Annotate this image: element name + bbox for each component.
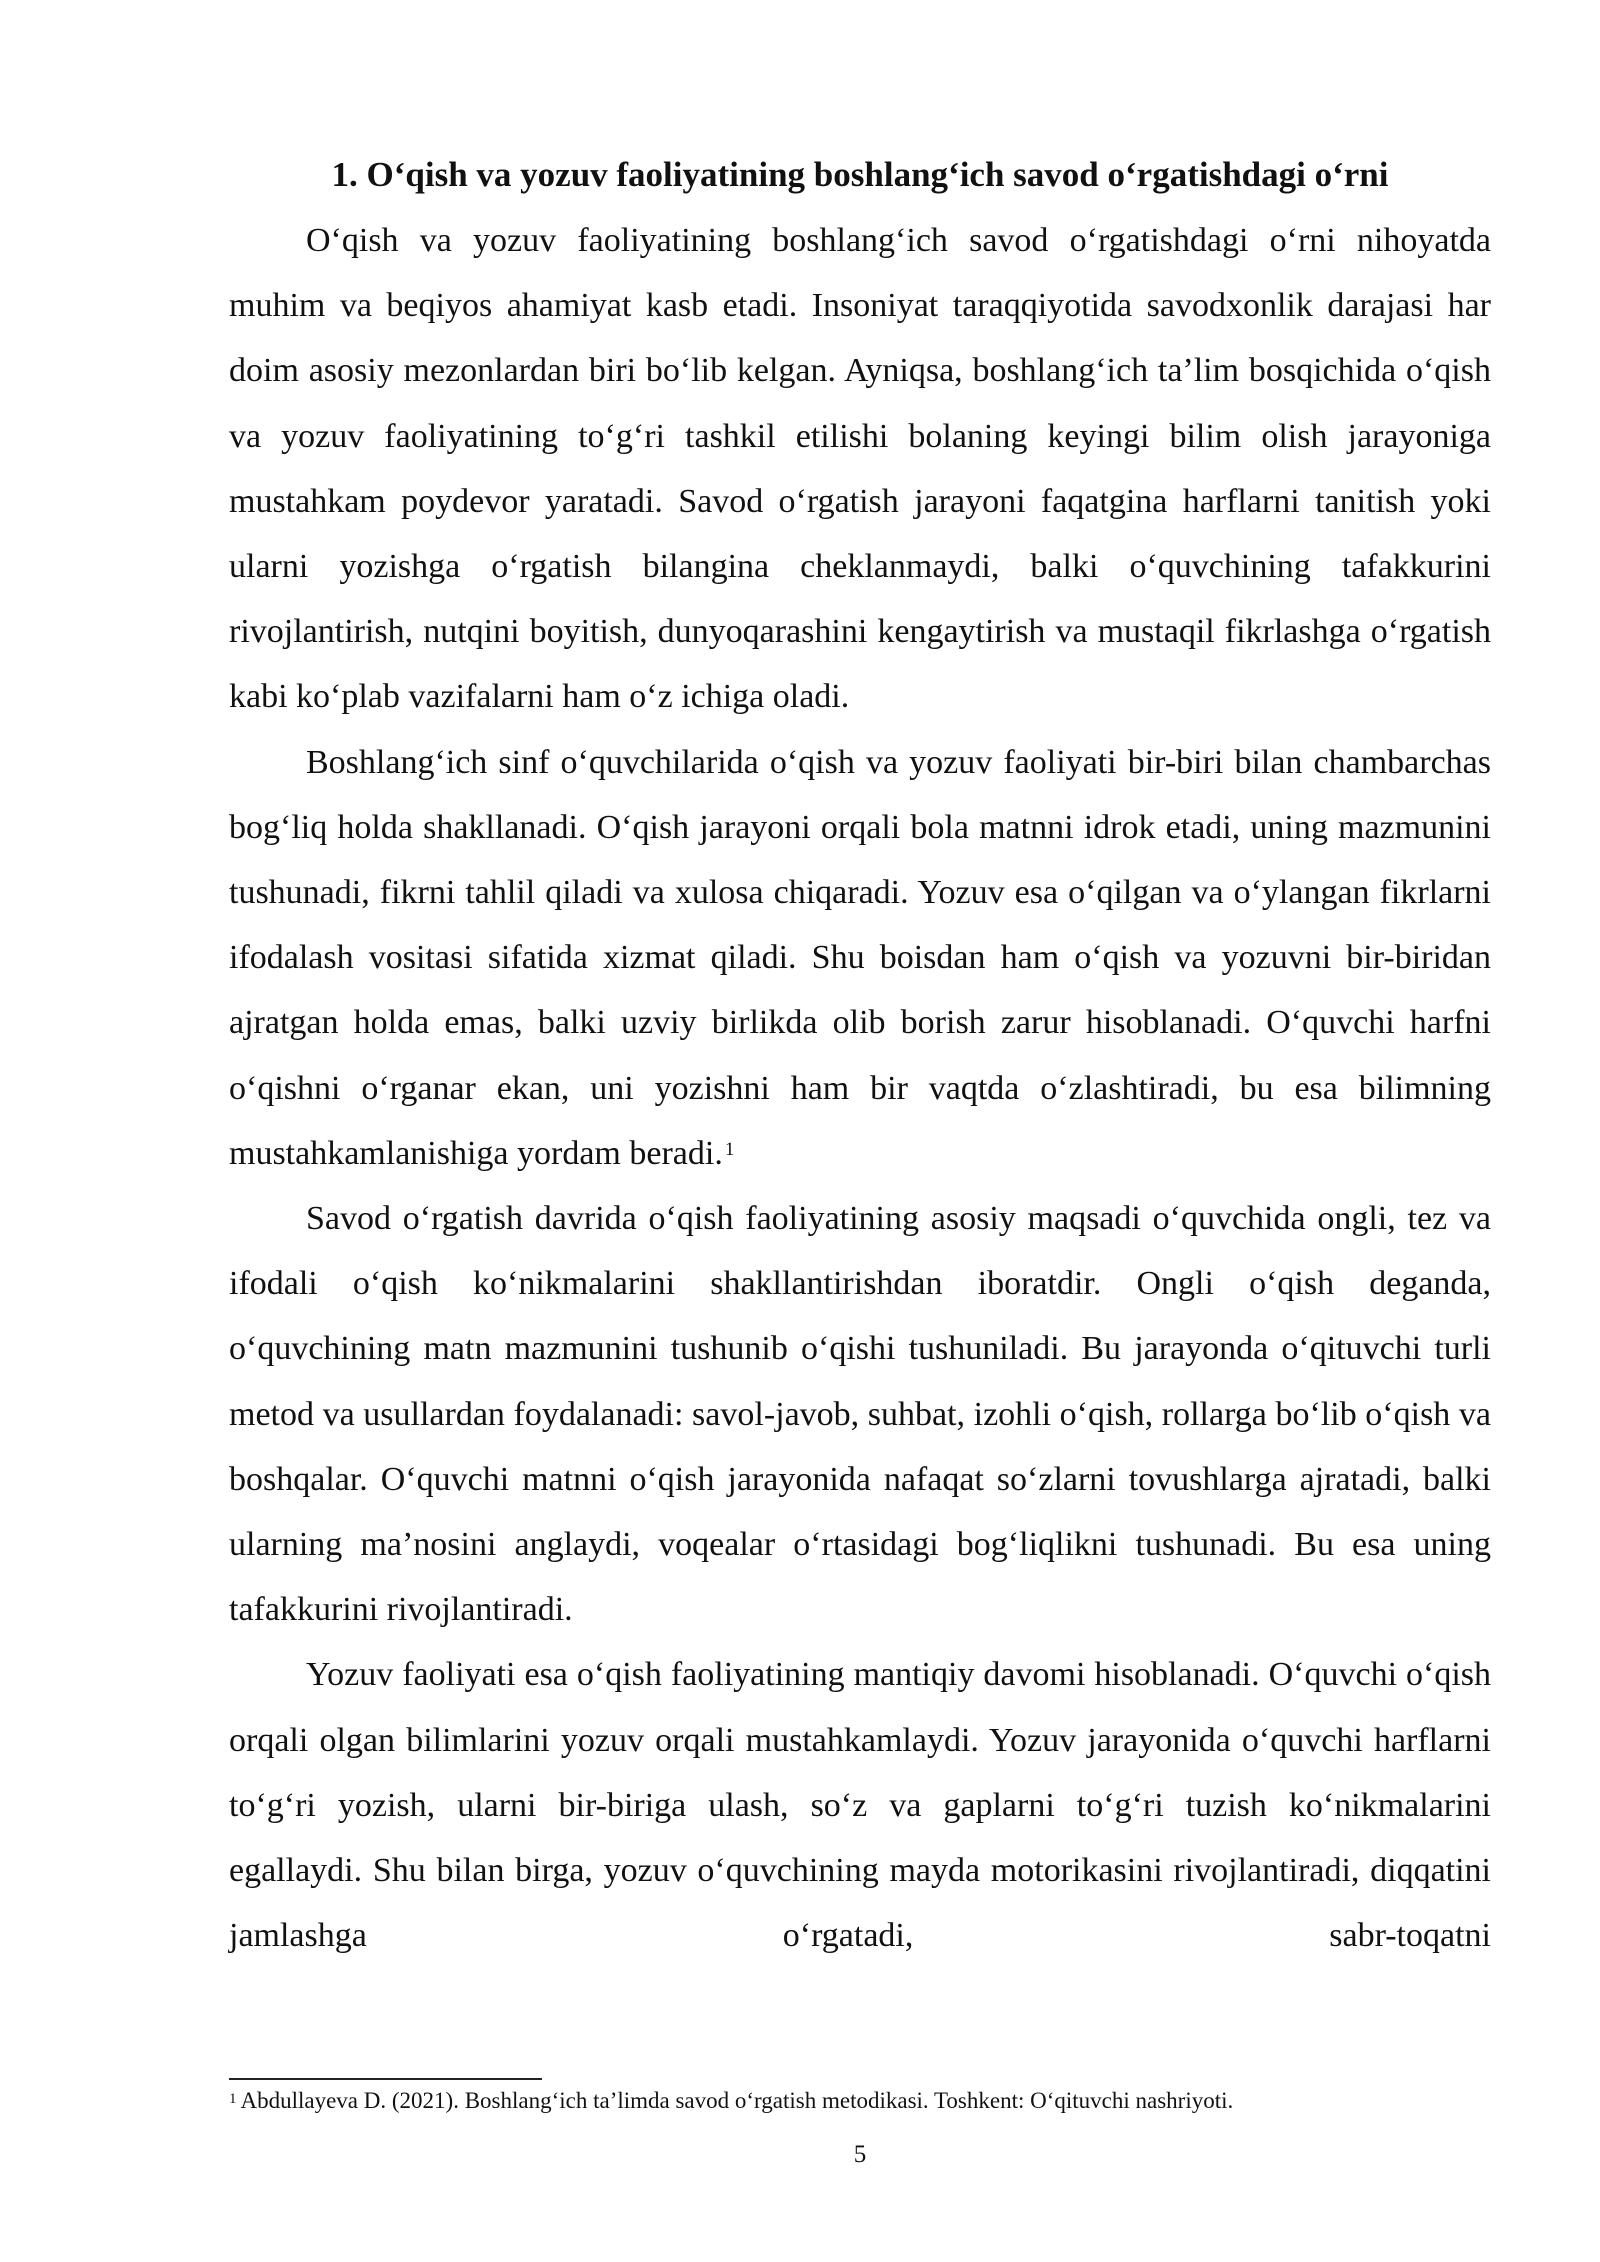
paragraph-4-text: Yozuv faoliyati esa o‘qish faoliyatining mantiqiy davomi hisoblanadi. O‘quvchi o‘qish orqali olgan bilimlarini yozuv orqali mustahkamlaydi. Yozuv jarayonida o‘quvchi harflarni to‘g‘ri yozish, ularni bir-biriga ulash, so‘z va gaplarni to‘g‘ri tuzish ko‘nikmalarini egallaydi. Shu bilan birga, yozuv o‘quvchining mayda motorikasini rivojlantiradi, diqqatini jamlashga o‘rgatadi, sabr-toqatni — [229, 1656, 1491, 1955]
body-text — [229, 208, 1491, 1968]
footnote-text: Abdullayeva D. (2021). Boshlang‘ich ta’limda savod o‘rgatish metodikasi. Toshkent: O‘qituvchi nashriyoti. — [240, 2088, 1234, 2113]
section-heading: 1. O‘qish va yozuv faoliyatining boshlang‘ich savod o‘rgatishdagi o‘rni — [331, 155, 1389, 194]
page-number: 5 — [853, 2141, 867, 2168]
paragraph-3 — [229, 1186, 1491, 1642]
paragraph-1 — [229, 208, 1491, 730]
paragraph-4 — [229, 1642, 1491, 1968]
footnote — [229, 2086, 1491, 2116]
paragraph-2 — [229, 730, 1491, 1186]
paragraph-3-text: Savod o‘rgatish davrida o‘qish faoliyatining asosiy maqsadi o‘quvchida ongli, tez va ifodali o‘qish ko‘nikmalarini shakllantirishdan iboratdir. Ongli o‘qish deganda, o‘quvchining matn mazmunini tushunib o‘qishi tushuniladi. Bu jarayonda o‘qituvchi turli metod va usullardan foydalanadi: savol-javob, suhbat, izohli o‘qish, rollarga bo‘lib o‘qish va boshqalar. O‘quvchi matnni o‘qish jarayonida nafaqat so‘zlarni tovushlarga ajratadi, balki ularning ma’nosini anglaydi, voqealar o‘rtasidagi bog‘liqlikni tushunadi. Bu esa uning tafakkurini rivojlantiradi. — [229, 1200, 1491, 1629]
footnote-reference[interactable]: 1 — [724, 1138, 735, 1160]
paragraph-1-text: O‘qish va yozuv faoliyatining boshlang‘ich savod o‘rgatishdagi o‘rni nihoyatda muhim va beqiyos ahamiyat kasb etadi. Insoniyat taraqqiyotida savodxonlik darajasi har doim asosiy mezonlardan biri bo‘lib kelgan. Ayniqsa, boshlang‘ich ta’lim bosqichida o‘qish va yozuv faoliyatining to‘g‘ri tashkil etilishi bolaning keyingi bilim olish jarayoniga mustahkam poydevor yaratadi. Savod o‘rgatish jarayoni faqatgina harflarni tanitish yoki ularni yozishga o‘rgatish bilangina cheklanmaydi, balki o‘quvchining tafakkurini rivojlantirish, nutqini boyitish, dunyoqarashini kengaytirish va mustaqil fikrlashga o‘rgatish kabi ko‘plab vazifalarni ham o‘z ichiga oladi. — [229, 222, 1491, 716]
footnote-separator — [229, 2078, 542, 2080]
paragraph-2-text: Boshlang‘ich sinf o‘quvchilarida o‘qish va yozuv faoliyati bir-biri bilan chambarchas bog‘liq holda shakllanadi. O‘qish jarayoni orqali bola matnni idrok etadi, uning mazmunini tushunadi, fikrni tahlil qiladi va xulosa chiqaradi. Yozuv esa o‘qilgan va o‘ylangan fikrlarni ifodalash vositasi sifatida xizmat qiladi. Shu boisdan ham o‘qish va yozuvni bir-biridan ajratgan holda emas, balki uzviy birlikda olib borish zarur hisoblanadi. O‘quvchi harfni o‘qishni o‘rganar ekan, uni yozishni ham bir vaqtda o‘zlashtiradi, bu esa bilimning mustahkamlanishiga yordam beradi. — [229, 743, 1491, 1172]
footnote-number: 1 — [229, 2091, 237, 2107]
